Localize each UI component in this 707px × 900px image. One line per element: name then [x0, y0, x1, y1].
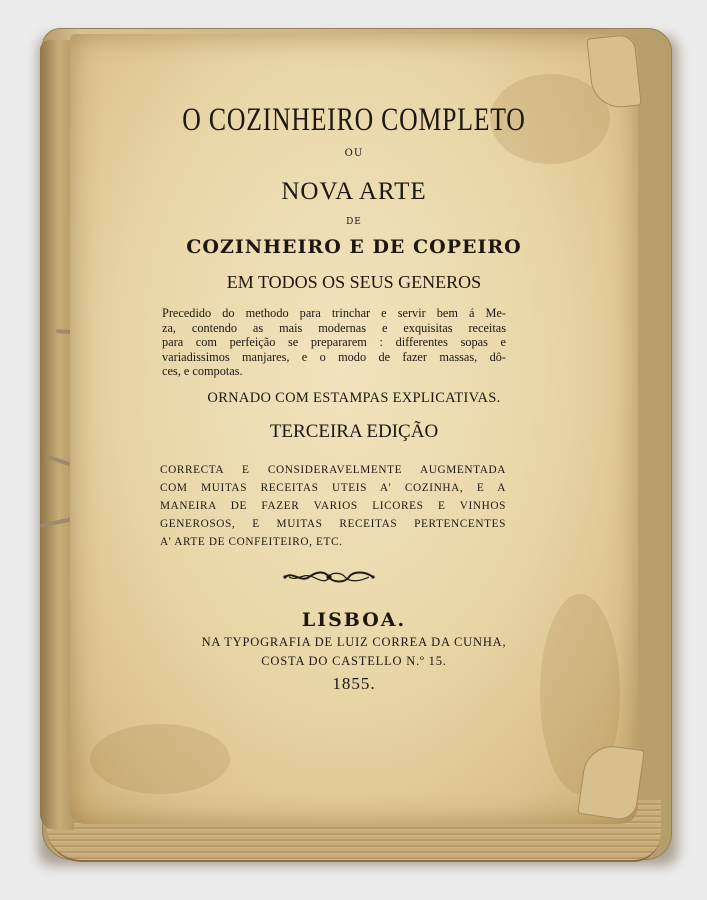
description-line: Precedido do methodo para trinchar e servir bem á Me- [162, 306, 506, 320]
augmented-line: CORRECTA E CONSIDERAVELMENTE AUGMENTADA [160, 464, 506, 476]
title-page [70, 34, 638, 824]
book-subtitle: NOVA ARTE [281, 178, 427, 205]
ornament-rule-icon [283, 570, 375, 584]
book-title: O COZINHEIRO COMPLETO [182, 102, 526, 138]
book-spine [40, 40, 74, 830]
description-line: para com perfeição se prepararem : differentes sopas e [162, 335, 506, 349]
title-page-text [70, 34, 638, 824]
book-subject: COZINHEIRO E DE COPEIRO [186, 236, 522, 258]
augmented-line: COM MUITAS RECEITAS UTEIS A' COZINHA, E A [160, 482, 506, 494]
illustrations-note: ORNADO COM ESTAMPAS EXPLICATIVAS. [207, 390, 501, 406]
description-line: variadissimos manjares, e o modo de fazer massas, dô- [162, 349, 506, 364]
preposition-de: DE [346, 217, 362, 227]
description-paragraph [162, 306, 506, 379]
edition: TERCEIRA EDIÇÃO [269, 421, 439, 442]
augmented-line: GENEROSOS, E MUITAS RECEITAS PERTENCENTES [160, 518, 506, 530]
conjunction-ou: OU [344, 148, 364, 159]
description-line: za, contendo as mais modernas e exquisitas receitas [162, 320, 506, 335]
book-genres: EM TODOS OS SEUS GENEROS [226, 272, 482, 292]
augmented-line: MANEIRA DE FAZER VARIOS LICORES E VINHOS [160, 500, 506, 512]
augmented-line: A' ARTE DE CONFEITEIRO, ETC. [160, 536, 343, 548]
augmented-paragraph [160, 461, 506, 551]
imprint-printer: NA TYPOGRAFIA DE LUIZ CORREA DA CUNHA, [201, 635, 507, 649]
imprint-address: COSTA DO CASTELLO N.º 15. [261, 654, 447, 668]
imprint-city: LISBOA. [301, 609, 407, 631]
imprint-year: 1855. [332, 674, 376, 693]
description-line: ces, e compotas. [162, 364, 243, 378]
